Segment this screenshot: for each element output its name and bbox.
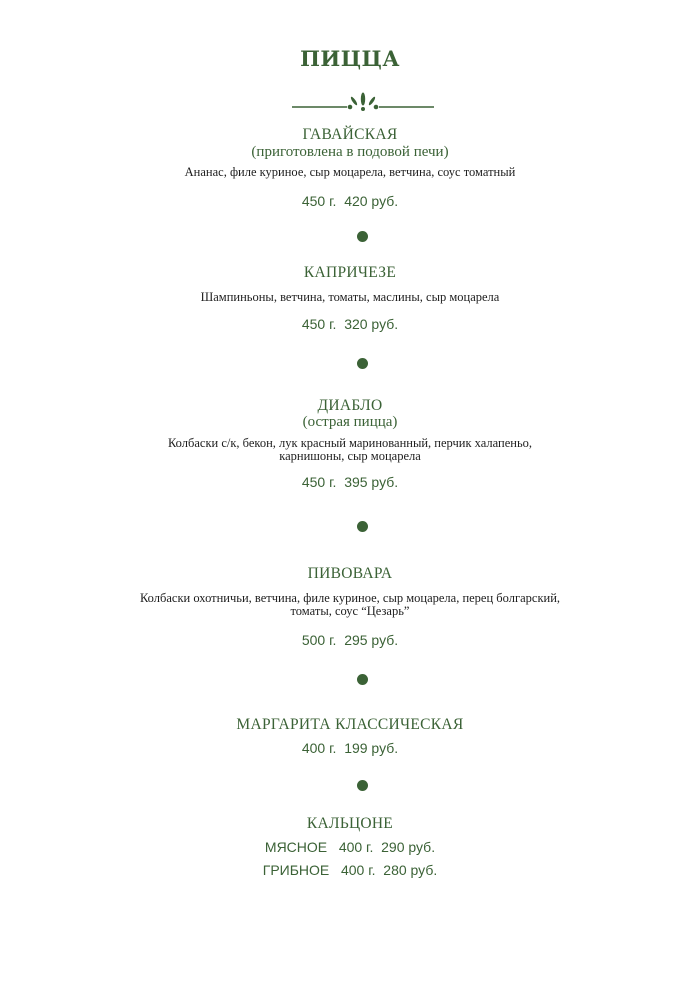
item-name: ДИАБЛО: [317, 397, 383, 414]
item-price: 199 руб.: [344, 740, 399, 756]
variant-weight: 400 г.: [338, 839, 374, 855]
item-description: Ананас, филе куриное, сыр моцарела, ветчина, соус томатный: [184, 165, 516, 179]
item-name: ГАВАЙСКАЯ: [302, 126, 398, 143]
item-note: (острая пицца): [302, 414, 398, 430]
item-weight: 500 г.: [301, 632, 337, 648]
dot-icon: [357, 358, 368, 369]
item-weight: 450 г.: [301, 474, 337, 490]
variant-line: [0, 839, 700, 855]
item-price: 420 руб.: [344, 193, 399, 209]
item-price-line: [0, 474, 700, 490]
item-description-line-2: карнишоны, сыр моцарела: [279, 449, 421, 463]
item-price-line: [0, 316, 700, 332]
item-price-line: [0, 632, 700, 648]
item-description-line-1: Колбаски с/к, бекон, лук красный маринованный, перчик халапеньо,: [167, 436, 533, 450]
item-note: (приготовлена в подовой печи): [251, 144, 449, 160]
variant-name: МЯСНОЕ: [264, 839, 328, 855]
item-price: 320 руб.: [344, 316, 399, 332]
item-name: КАЛЬЦОНЕ: [306, 815, 394, 832]
item-price-line: [0, 193, 700, 209]
item-weight: 400 г.: [301, 740, 337, 756]
variant-price: 280 руб.: [383, 862, 438, 878]
item-weight: 450 г.: [301, 316, 337, 332]
page-title: ПИЦЦА: [300, 46, 400, 71]
dot-icon: [357, 231, 368, 242]
dot-icon: [357, 521, 368, 532]
variant-line: [0, 862, 700, 878]
item-name: ПИВОВАРА: [307, 565, 393, 582]
variant-name: ГРИБНОЕ: [262, 862, 330, 878]
leaf-ornament-icon: [292, 90, 434, 112]
item-description-line-1: Колбаски охотничьи, ветчина, филе куриное, сыр моцарела, перец болгарский,: [139, 591, 561, 605]
dot-icon: [357, 780, 368, 791]
item-description: Шампиньоны, ветчина, томаты, маслины, сыр моцарела: [200, 290, 500, 304]
item-name: КАПРИЧЕЗЕ: [303, 264, 397, 281]
item-price: 295 руб.: [344, 632, 399, 648]
variant-price: 290 руб.: [381, 839, 436, 855]
dot-icon: [357, 674, 368, 685]
item-weight: 450 г.: [301, 193, 337, 209]
item-price: 395 руб.: [344, 474, 399, 490]
item-name: МАРГАРИТА КЛАССИЧЕСКАЯ: [236, 716, 464, 733]
item-description-line-2: томаты, соус “Цезарь”: [290, 604, 410, 618]
variant-weight: 400 г.: [340, 862, 376, 878]
item-price-line: [0, 740, 700, 756]
